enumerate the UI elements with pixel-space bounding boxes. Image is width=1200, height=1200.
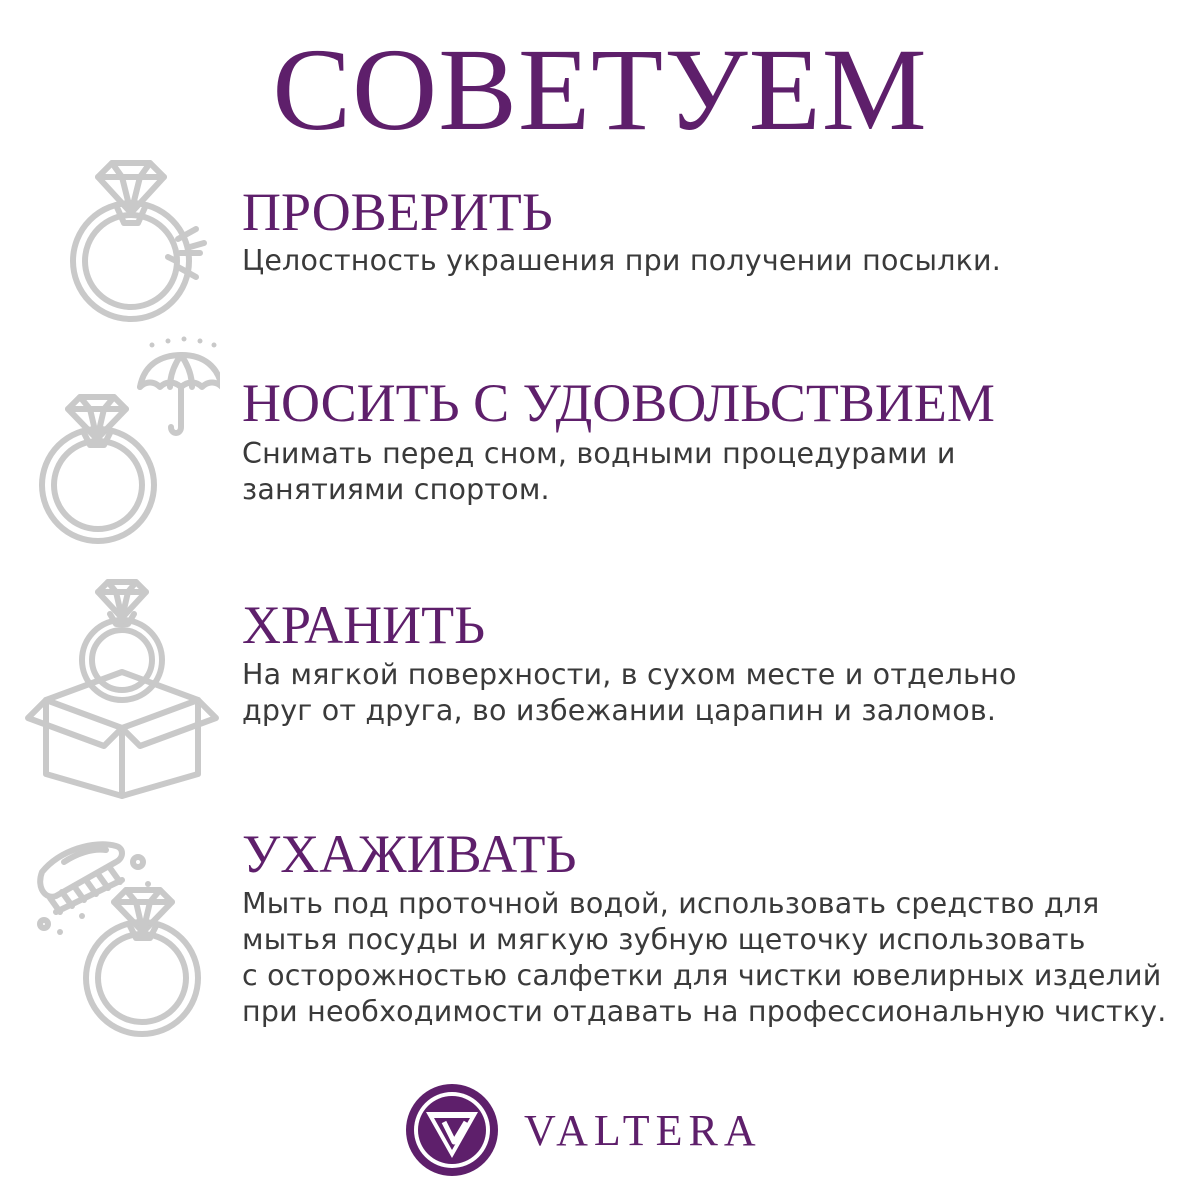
tip-heading: ПРОВЕРИТЬ	[242, 182, 553, 242]
tip-text-line: с осторожностью салфетки для чистки ювелирных изделий	[242, 959, 1162, 992]
ring-box-icon	[22, 578, 222, 800]
tip-text-line: друг от друга, во избежании царапин и заломов.	[242, 694, 997, 727]
tip-text-line: Мыть под проточной водой, использовать средство для	[242, 887, 1100, 920]
tip-text	[242, 657, 1182, 729]
tip-text-line: мытья посуды и мягкую зубную щеточку использовать	[242, 923, 1086, 956]
tip-text	[242, 886, 1182, 1030]
ring-umbrella-icon	[20, 335, 220, 550]
tip-text	[242, 436, 1182, 508]
tip-heading: НОСИТЬ С УДОВОЛЬСТВИЕМ	[242, 373, 995, 433]
tip-text-line: На мягкой поверхности, в сухом месте и отдельно	[242, 658, 1017, 691]
tip-heading: УХАЖИВАТЬ	[242, 824, 577, 884]
page-title: СОВЕТУЕМ	[272, 24, 928, 155]
tip-heading: ХРАНИТЬ	[242, 595, 486, 655]
brand-logo	[404, 1082, 804, 1182]
ring-brush-icon	[20, 832, 220, 1042]
valtera-logo-icon	[404, 1082, 500, 1178]
ring-check-icon	[20, 155, 220, 325]
tip-text-line: при необходимости отдавать на профессиональную чистку.	[242, 995, 1167, 1028]
tip-text-line: Целостность украшения при получении посылки.	[242, 244, 1002, 277]
tip-text-line: Снимать перед сном, водными процедурами и	[242, 437, 956, 470]
tip-text	[242, 243, 1182, 279]
tip-text-line: занятиями спортом.	[242, 473, 550, 506]
brand-name: VALTERA	[524, 1106, 762, 1155]
